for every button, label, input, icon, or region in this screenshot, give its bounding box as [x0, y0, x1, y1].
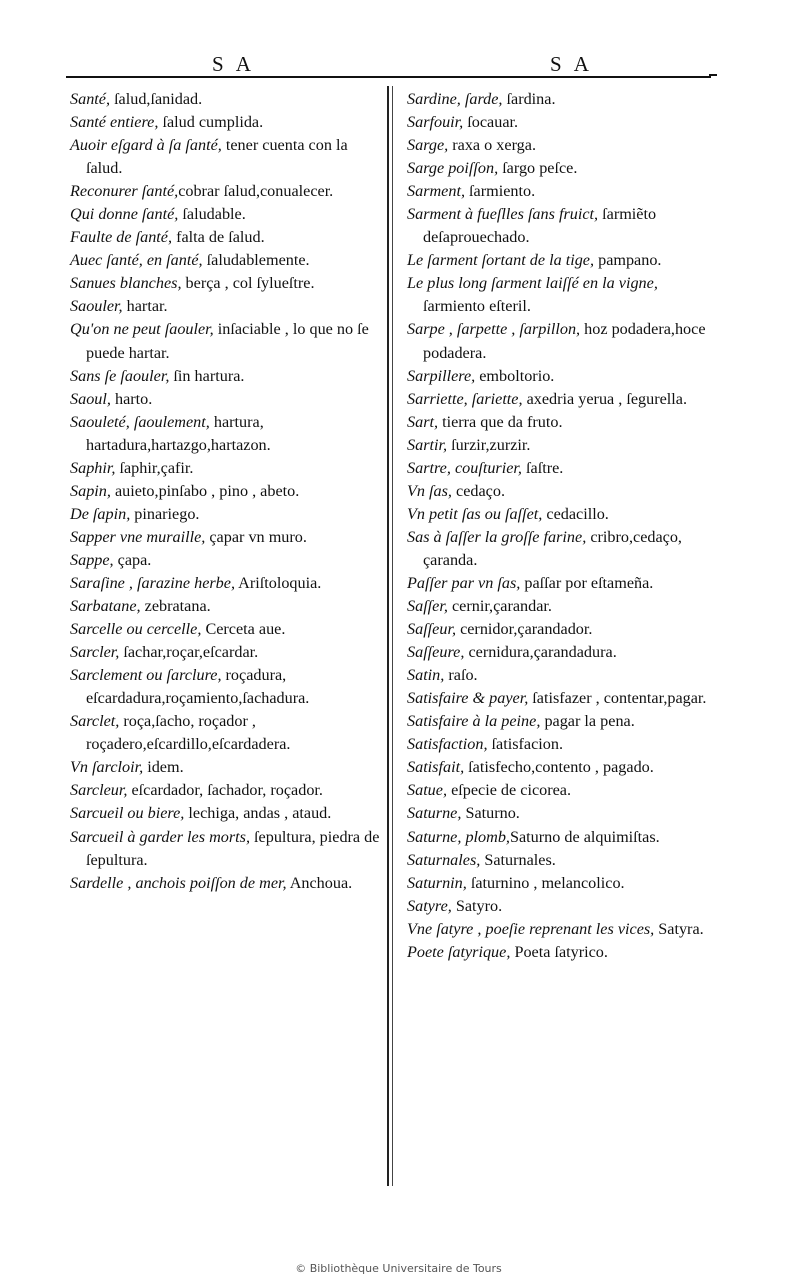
- dictionary-entry: [407, 710, 711, 733]
- entry-headword: De ſapin,: [70, 504, 131, 523]
- dictionary-entry: [407, 733, 711, 756]
- entry-headword: Sarcler,: [70, 643, 120, 662]
- dictionary-entry: [70, 249, 382, 272]
- dictionary-entry: [407, 457, 711, 480]
- entry-headword: Sans ſe ſaouler,: [70, 366, 170, 385]
- entry-translation: ſaphir,çafir.: [115, 458, 194, 477]
- entry-headword: Sarpillere,: [407, 366, 476, 385]
- entry-headword: Vn ſarcloir,: [70, 758, 144, 777]
- entry-translation: ſocauar.: [463, 113, 519, 132]
- dictionary-entry: [407, 180, 711, 203]
- entry-translation: lechiga, andas , ataud.: [184, 804, 332, 823]
- dictionary-entry: [407, 872, 711, 895]
- dictionary-entry: [407, 802, 711, 825]
- dictionary-entry: [70, 710, 382, 756]
- dictionary-entry: [70, 503, 382, 526]
- entry-translation: ſaſtre.: [521, 458, 564, 477]
- entry-translation: ſardina.: [502, 90, 556, 108]
- entry-headword: Saſſer,: [407, 597, 448, 616]
- column-divider-inner: [392, 86, 393, 1186]
- entry-headword: Sarge,: [407, 136, 449, 155]
- entry-headword: Le plus long ſarment laiſſé en la vigne,: [407, 274, 658, 293]
- entry-translation: pampano.: [594, 251, 662, 270]
- dictionary-entry: [407, 918, 711, 941]
- entry-headword: Saturne, plomb,: [407, 827, 510, 846]
- dictionary-entry: [407, 779, 711, 802]
- entry-translation: inſaciable , lo que no ſe puede hartar.: [86, 320, 369, 362]
- dictionary-entry: [70, 457, 382, 480]
- entry-headword: Saſſeure,: [407, 643, 465, 662]
- entry-translation: ſatisfazer , contentar,pagar.: [528, 689, 707, 708]
- dictionary-entry: [407, 480, 711, 503]
- entry-translation: axedria yerua , ſegurella.: [522, 389, 688, 408]
- entry-translation: Satyro.: [451, 896, 503, 915]
- entry-translation: ſatisfecho,contento , pagado.: [464, 758, 654, 777]
- dictionary-entry: [407, 572, 711, 595]
- dictionary-entry: [407, 526, 711, 572]
- entry-translation: Ariſtoloquia.: [235, 573, 322, 592]
- dictionary-entry: [70, 756, 382, 779]
- entry-headword: Sart,: [407, 412, 439, 431]
- entry-headword: Poete ſatyrique,: [407, 942, 511, 961]
- dictionary-entry: [407, 272, 711, 318]
- entry-translation: Anchoua.: [286, 873, 353, 892]
- entry-headword: Sanues blanches,: [70, 274, 182, 293]
- entry-headword: Sarcelle ou cercelle,: [70, 620, 202, 639]
- entry-headword: Satisfaire à la peine,: [407, 712, 541, 731]
- entry-translation: eſpecie de cicorea.: [447, 781, 572, 800]
- dictionary-entry: [407, 88, 711, 111]
- entry-translation: Saturno de alquimiſtas.: [509, 827, 660, 846]
- entry-headword: Qu'on ne peut ſaouler,: [70, 320, 214, 339]
- dictionary-entry: [407, 664, 711, 687]
- entry-headword: Sarpe , ſarpette , ſarpillon,: [407, 320, 581, 339]
- column-divider: [387, 86, 389, 1186]
- entry-translation: zebratana.: [140, 597, 211, 616]
- entry-headword: Faulte de ſanté,: [70, 228, 173, 247]
- running-header: [66, 52, 714, 76]
- entry-translation: çapa.: [113, 550, 152, 569]
- entry-translation: pinariego.: [130, 504, 200, 523]
- dictionary-entry: [70, 779, 382, 802]
- entry-translation: emboltorio.: [475, 366, 555, 385]
- entry-translation: ſatisfacion.: [487, 735, 564, 754]
- entry-headword: Sarge poiſſon,: [407, 159, 499, 178]
- dictionary-entry: [407, 826, 711, 849]
- header-left: S A: [212, 52, 255, 76]
- entry-translation: raſo.: [444, 666, 478, 685]
- entry-headword: Satisfaire & payer,: [407, 689, 529, 708]
- entry-headword: Sarclet,: [70, 712, 120, 731]
- dictionary-entry: [70, 411, 382, 457]
- entry-headword: Sappe,: [70, 550, 114, 569]
- entry-translation: ſalud,ſanidad.: [110, 90, 203, 108]
- entry-translation: hartura, hartadura,hartazgo,hartazon.: [86, 412, 271, 454]
- entry-headword: Sas à ſaſſer la groſſe farine,: [407, 527, 587, 546]
- dictionary-entry: [407, 411, 711, 434]
- entry-headword: Sapin,: [70, 481, 111, 500]
- dictionary-entry: [407, 941, 711, 964]
- entry-headword: Saouler,: [70, 297, 123, 316]
- dictionary-entry: [70, 641, 382, 664]
- entry-translation: ſepultura, piedra de ſepultura.: [86, 827, 380, 869]
- entry-headword: Sarbatane,: [70, 597, 141, 616]
- entry-translation: roçadura, eſcardadura,roçamiento,ſachadura.: [86, 666, 310, 708]
- entry-headword: Qui donne ſanté,: [70, 205, 179, 224]
- entry-headword: Sarclement ou ſarclure,: [70, 666, 222, 685]
- dictionary-entry: [407, 895, 711, 918]
- entry-translation: ſin hartura.: [169, 366, 245, 385]
- entry-headword: Sarcueil à garder les morts,: [70, 827, 250, 846]
- entry-translation: eſcardador, ſachador, roçador.: [127, 781, 323, 800]
- entry-translation: cedacillo.: [542, 504, 609, 523]
- dictionary-entry: [70, 549, 382, 572]
- entry-translation: ſalud cumplida.: [158, 113, 264, 132]
- entry-translation: cribro,cedaço, çaranda.: [423, 527, 682, 569]
- entry-translation: ſurzir,zurzir.: [447, 435, 531, 454]
- left-column: [70, 88, 382, 895]
- entry-headword: Reconurer ſanté,: [70, 182, 179, 201]
- entry-headword: Satin,: [407, 666, 445, 685]
- library-credit: © Bibliothèque Universitaire de Tours: [295, 1262, 502, 1275]
- entry-headword: Saturne,: [407, 804, 462, 823]
- dictionary-entry: [407, 365, 711, 388]
- entry-headword: Sarment,: [407, 182, 465, 201]
- entry-translation: ſarmiento.: [465, 182, 536, 201]
- entry-translation: Saturno.: [461, 804, 520, 823]
- entry-headword: Saraſine , ſarazine herbe,: [70, 573, 236, 592]
- dictionary-entry: [407, 157, 711, 180]
- dictionary-entry: [70, 203, 382, 226]
- dictionary-entry: [407, 203, 711, 249]
- entry-headword: Saturnin,: [407, 873, 467, 892]
- entry-headword: Sartir,: [407, 435, 448, 454]
- dictionary-entry: [70, 134, 382, 180]
- dictionary-entry: [407, 595, 711, 618]
- dictionary-entry: [70, 318, 382, 364]
- entry-translation: ſachar,roçar,eſcardar.: [119, 643, 259, 662]
- entry-headword: Satyre,: [407, 896, 452, 915]
- dictionary-entry: [70, 295, 382, 318]
- dictionary-entry: [407, 249, 711, 272]
- entry-headword: Auec ſanté, en ſanté,: [70, 251, 203, 270]
- dictionary-entry: [70, 365, 382, 388]
- entry-headword: Sardelle , anchois poiſſon de mer,: [70, 873, 287, 892]
- entry-translation: falta de ſalud.: [172, 228, 265, 247]
- dictionary-entry: [70, 595, 382, 618]
- entry-translation: cobrar ſalud,conualecer.: [178, 182, 334, 201]
- entry-headword: Saturnales,: [407, 850, 481, 869]
- entry-headword: Saphir,: [70, 458, 116, 477]
- entry-translation: cedaço.: [451, 481, 505, 500]
- entry-translation: çapar vn muro.: [205, 527, 307, 546]
- dictionary-entry: [407, 111, 711, 134]
- entry-translation: cernidura,çarandadura.: [464, 643, 617, 662]
- entry-translation: Cerceta aue.: [201, 620, 286, 639]
- entry-headword: Sarfouir,: [407, 113, 464, 132]
- dictionary-entry: [70, 272, 382, 295]
- dictionary-entry: [407, 687, 711, 710]
- entry-headword: Vn petit ſas ou ſaſſet,: [407, 504, 543, 523]
- dictionary-entry: [70, 826, 382, 872]
- entry-headword: Saoul,: [70, 389, 111, 408]
- entry-translation: raxa o xerga.: [448, 136, 537, 155]
- entry-translation: tierra que da fruto.: [438, 412, 563, 431]
- entry-translation: ſarmiento eſteril.: [423, 297, 531, 316]
- entry-translation: Satyra.: [654, 919, 704, 938]
- entry-headword: Sardine, ſarde,: [407, 90, 503, 108]
- entry-headword: Vn ſas,: [407, 481, 452, 500]
- entry-headword: Santé entiere,: [70, 113, 159, 132]
- entry-headword: Satisfaction,: [407, 735, 488, 754]
- dictionary-entry: [407, 134, 711, 157]
- dictionary-entry: [70, 872, 382, 895]
- dictionary-entry: [70, 480, 382, 503]
- entry-headword: Auoir eſgard à ſa ſanté,: [70, 136, 222, 155]
- dictionary-entry: [407, 503, 711, 526]
- dictionary-entry: [70, 180, 382, 203]
- entry-translation: hoz podadera,hoce podadera.: [423, 320, 706, 362]
- dictionary-entry: [407, 849, 711, 872]
- right-column: [407, 88, 711, 964]
- entry-translation: cernidor,çarandador.: [456, 620, 593, 639]
- dictionary-entry: [70, 388, 382, 411]
- entry-translation: ſarmiẽto deſaprouechado.: [423, 205, 657, 247]
- entry-translation: ſaludablemente.: [202, 251, 310, 270]
- entry-translation: cernir,çarandar.: [447, 597, 552, 616]
- entry-headword: Satue,: [407, 781, 448, 800]
- entry-translation: pagar la pena.: [540, 712, 635, 731]
- dictionary-entry: [407, 434, 711, 457]
- entry-translation: roça,ſacho, roçador , roçadero,eſcardillo,eſcardadera.: [86, 712, 291, 754]
- dictionary-entry: [70, 88, 382, 111]
- entry-translation: idem.: [143, 758, 184, 777]
- dictionary-entry: [407, 618, 711, 641]
- entry-translation: berça , col ſylueſtre.: [181, 274, 315, 293]
- dictionary-entry: [70, 664, 382, 710]
- dictionary-entry: [70, 572, 382, 595]
- entry-translation: Poeta ſatyrico.: [510, 942, 608, 961]
- dictionary-entry: [407, 388, 711, 411]
- dictionary-entry: [70, 802, 382, 825]
- dictionary-entry: [407, 318, 711, 364]
- entry-headword: Sartre, couſturier,: [407, 458, 522, 477]
- entry-headword: Santé,: [70, 90, 111, 108]
- entry-headword: Paſſer par vn ſas,: [407, 573, 521, 592]
- entry-headword: Sarment à fueſlles ſans fruict,: [407, 205, 599, 224]
- entry-headword: Saouleté, ſaoulement,: [70, 412, 210, 431]
- entry-headword: Le ſarment ſortant de la tige,: [407, 251, 595, 270]
- dictionary-entry: [407, 756, 711, 779]
- entry-headword: Sarcleur,: [70, 781, 128, 800]
- entry-headword: Sarcueil ou biere,: [70, 804, 185, 823]
- entry-headword: Vne ſatyre , poeſie reprenant les vices,: [407, 919, 655, 938]
- dictionary-entry: [407, 641, 711, 664]
- entry-translation: hartar.: [122, 297, 168, 316]
- entry-translation: tener cuenta con la ſalud.: [86, 136, 348, 178]
- entry-translation: ſargo peſce.: [498, 159, 578, 178]
- dictionary-entry: [70, 618, 382, 641]
- entry-translation: harto.: [110, 389, 153, 408]
- entry-headword: Satisfait,: [407, 758, 465, 777]
- entry-headword: Sapper vne muraille,: [70, 527, 206, 546]
- entry-translation: paſſar por eſtameña.: [520, 573, 654, 592]
- header-rule: [66, 76, 711, 78]
- dictionary-entry: [70, 526, 382, 549]
- entry-translation: ſaludable.: [178, 205, 246, 224]
- entry-headword: Sarriette, ſariette,: [407, 389, 523, 408]
- header-right: S A: [550, 52, 593, 76]
- entry-headword: Saſſeur,: [407, 620, 457, 639]
- dictionary-entry: [70, 226, 382, 249]
- entry-translation: Saturnales.: [480, 850, 556, 869]
- entry-translation: ſaturnino , melancolico.: [466, 873, 625, 892]
- dictionary-entry: [70, 111, 382, 134]
- entry-translation: auieto,pinſabo , pino , abeto.: [110, 481, 300, 500]
